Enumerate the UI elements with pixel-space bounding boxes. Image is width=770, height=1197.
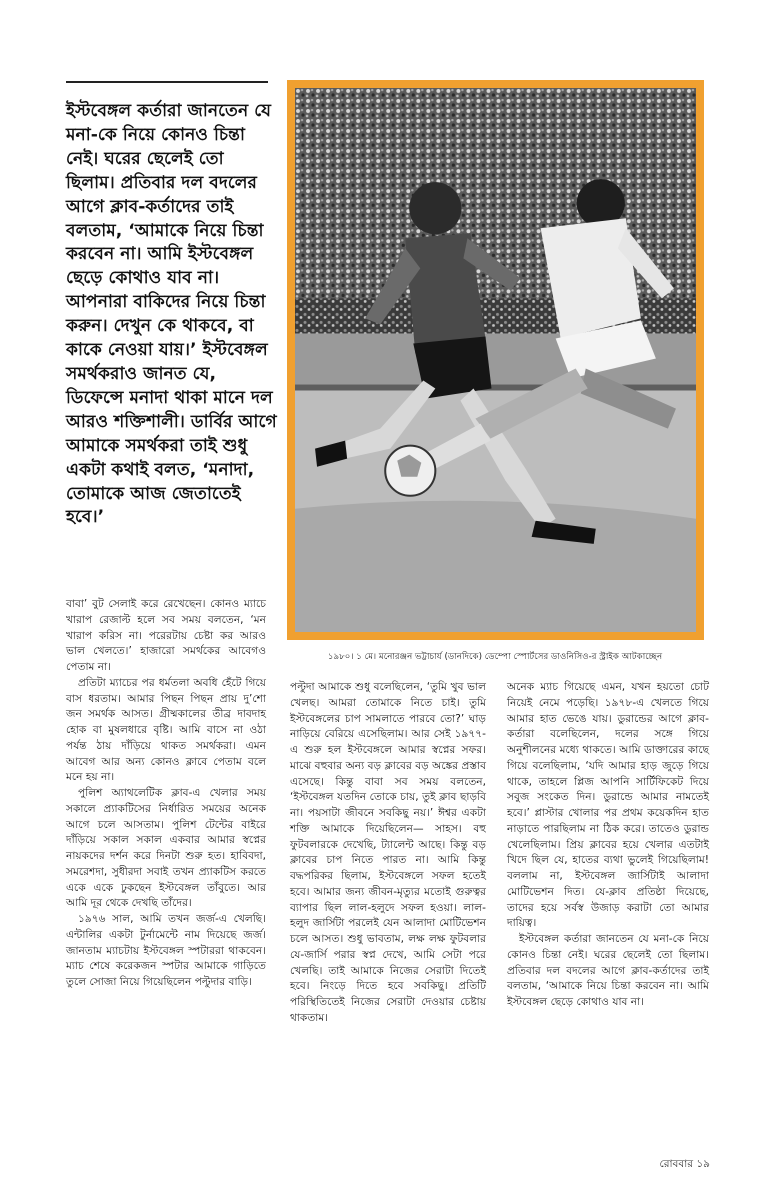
- pull-quote: ইস্টবেঙ্গল কর্তারা জানতেন যে মনা-কে নিয়ে কোনও চিন্তা নেই। ঘরের ছেলেই তো ছিলাম। প্রতিবার দল বদলের আগে ক্লাব-কর্তাদের তাই বলতাম, ‘আমাকে নিয়ে চিন্তা করবেন না। আমি ইস্টবেঙ্গল ছেড়ে কোথাও যাব না। আপনারা বাকিদের নিয়ে চিন্তা করুন। দেখুন কে থাকবে, বা কাকে নেওয়া যায়।’ ইস্টবেঙ্গল সমর্থকরাও জানত যে, ডিফেন্সে মনাদা থাকা মানে দল আরও শক্তিশালী। ডার্বির আগে আমাকে সমর্থকরা তাই শুধু একটা কথাই বলত, ‘মনাদা, তোমাকে আজ জেতাতেই হবে।’: [66, 101, 277, 528]
- header-rule: [66, 81, 268, 83]
- article-column-1: [66, 597, 266, 991]
- article-column-3: [507, 680, 709, 1011]
- photo-caption: ১৯৮০। ১ মে। মনোরঞ্জন ভট্টাচার্য (ডানদিকে) ডেম্পো স্পোর্টসের ডাওনিসিও-র স্ট্রাইক আটকাচ্ছেন: [327, 652, 663, 662]
- paragraph: ইস্টবেঙ্গল কর্তারা জানতেন যে মনা-কে নিয়ে কোনও চিন্তা নেই। ঘরের ছেলেই তো ছিলাম। প্রতিবার দল বদলের আগে ক্লাব-কর্তাদের তাই বলতাম, ‘আমাকে নিয়ে চিন্তা করবেন না। আমি ইস্টবেঙ্গল ছেড়ে কোথাও যাব না।: [507, 933, 709, 1008]
- page-number: রোববার ১৯: [659, 1158, 710, 1170]
- paragraph: প্রতিটা ম্যাচের পর ধর্মতলা অবধি হেঁটে গিয়ে বাস ধরতাম। আমার পিছন পিছন প্রায় দু’শো জন সমর্থক আসত। গ্রীষ্মকালের তীব্র দাবদাহ হোক বা মুষলধারে বৃষ্টি। আমি বাসে না ওঠা পর্যন্ত ঠায় দাঁড়িয়ে থাকত সমর্থকরা। এমন আবেগ আর অন্য কোনও ক্লাবে পেতাম বলে মনে হয় না।: [66, 676, 266, 784]
- article-column-2: [290, 680, 486, 1027]
- paragraph: ১৯৭৬ সাল, আমি তখন জর্জ-এ খেলছি। এন্টালির একটা টুর্নামেন্টে নাম দিয়েছে জর্জ। জানতাম ম্যাচটায় ইস্টবেঙ্গল স্পটাররা থাকবেন। ম্যাচ শেষে করেকজন স্পটার আমাকে গাড়িতে তুলে সোজা নিয়ে গিয়েছিলেন পল্টুদার বাড়ি।: [66, 913, 266, 988]
- football-match-photo: [295, 88, 696, 632]
- paragraph: পল্টুদা আমাকে শুধু বলেছিলেন, ‘তুমি খুব ভাল খেলছ। আমরা তোমাকে নিতে চাই। তুমি ইস্টবেঙ্গলের চাপ সামলাতে পারবে তো?’ ঘাড় নাড়িয়ে বেরিয়ে এসেছিলাম। আর সেই ১৯৭৭-এ শুরু হল ইস্টবেঙ্গলে আমার স্বপ্নের সফর। মাঝে বহুবার অন্য বড় ক্লাবের বড় অঙ্কের প্রস্তাব এসেছে। কিন্তু বাবা সব সময় বলতেন, ‘ইস্টবেঙ্গল যতদিন তোকে চায়, তুই ক্লাব ছাড়বি না। পয়সাটা জীবনে সবকিছু নয়।’ ঈশ্বর একটা শক্তি আমাকে দিয়েছিলেন— সাহস। বহু ফুটবলারকে দেখেছি, ট্যালেন্ট আছে। কিন্তু বড় ক্লাবের চাপ নিতে পারত না। আমি কিন্তু বদ্ধপরিকর ছিলাম, ইস্টবেঙ্গলে সফল হতেই হবে। আমার জন্য জীবন-মৃত্যুর মতোই গুরুত্বর ব্যাপার ছিল লাল-হলুদে সফল হওয়া। লাল-হলুদ জার্সিটা পরলেই যেন আলাদা মোটিভেশন চলে আসত। শুধু ভাবতাম, লক্ষ লক্ষ ফুটবলার যে-জার্সি পরার স্বপ্ন দেখে, আমি সেটা পরে খেলছি। তাই আমাকে নিজের সেরাটা দিতেই হবে। নিংড়ে দিতে হবে সবকিছু। প্রতিটি পরিস্থিতিতেই নিজের সেরাটা দেওয়ার চেষ্টায় থাকতাম।: [290, 681, 486, 1024]
- paragraph: পুলিশ অ্যাথলেটিক ক্লাব-এ খেলার সময় সকালে প্র্যাকটিসের নির্ধারিত সময়ের অনেক আগে চলে আসতাম। পুলিশ টেন্টের বাইরে দাঁড়িয়ে সকাল সকাল একবার আমার স্বপ্নের নায়কদের দর্শন করে দিনটা শুরু হত। হাবিবদা, সমরেশদা, সুধীরদা সবাই তখন প্র্যাকটিস করতে একে একে ঢুকছেন ইস্টবেঙ্গল তাঁবুতে। আর আমি দূর থেকে দেখছি তাঁদের।: [66, 787, 266, 910]
- paragraph: অনেক ম্যাচ গিয়েছে এমন, যখন হয়তো চোট নিয়েই নেমে পড়েছি। ১৯৭৮-এ খেলতে গিয়ে আমার হাত ভেঙে যায়। ডুরান্ডের আগে ক্লাব-কর্তারা বলেছিলেন, দলের সঙ্গে গিয়ে অনুশীলনের মধ্যে থাকতে। আমি ডাক্তারের কাছে গিয়ে বলেছিলাম, ‘যদি আমার হাড় জুড়ে গিয়ে থাকে, তাহলে প্লিজ আপনি সার্টিফিকেট দিয়ে সবুজ সংকেত দিন। ডুরান্ডে আমার নামতেই হবে।’ প্লাস্টার খোলার পর প্রথম কয়েকদিন হাত নাড়াতে পারছিলাম না ঠিক করে। তাতেও ডুরান্ড খেলেছিলাম। প্রিয় ক্লাবের হয়ে খেলার এতটাই খিদে ছিল যে, হাতের ব্যথা ভুলেই গিয়েছিলাম! বললাম না, ইস্টবেঙ্গল জার্সিটাই আলাদা মোটিভেশন দিত। যে-ক্লাব প্রতিষ্ঠা দিয়েছে, তাদের হয়ে সর্বস্ব উজাড় করাটা তো আমার দায়িত্ব।: [507, 681, 709, 930]
- paragraph: বাবা’ বুট সেলাই করে রেখেছেন। কোনও ম্যাচে খারাপ রেজাল্ট হলে সব সময় বলতেন, ‘মন খারাপ করিস না। পরেরটায় চেষ্টা কর আরও ভাল খেলতে।’ হাজারো সমর্থকের আবেগও পেতাম না।: [66, 598, 266, 673]
- photo-frame: [287, 80, 704, 640]
